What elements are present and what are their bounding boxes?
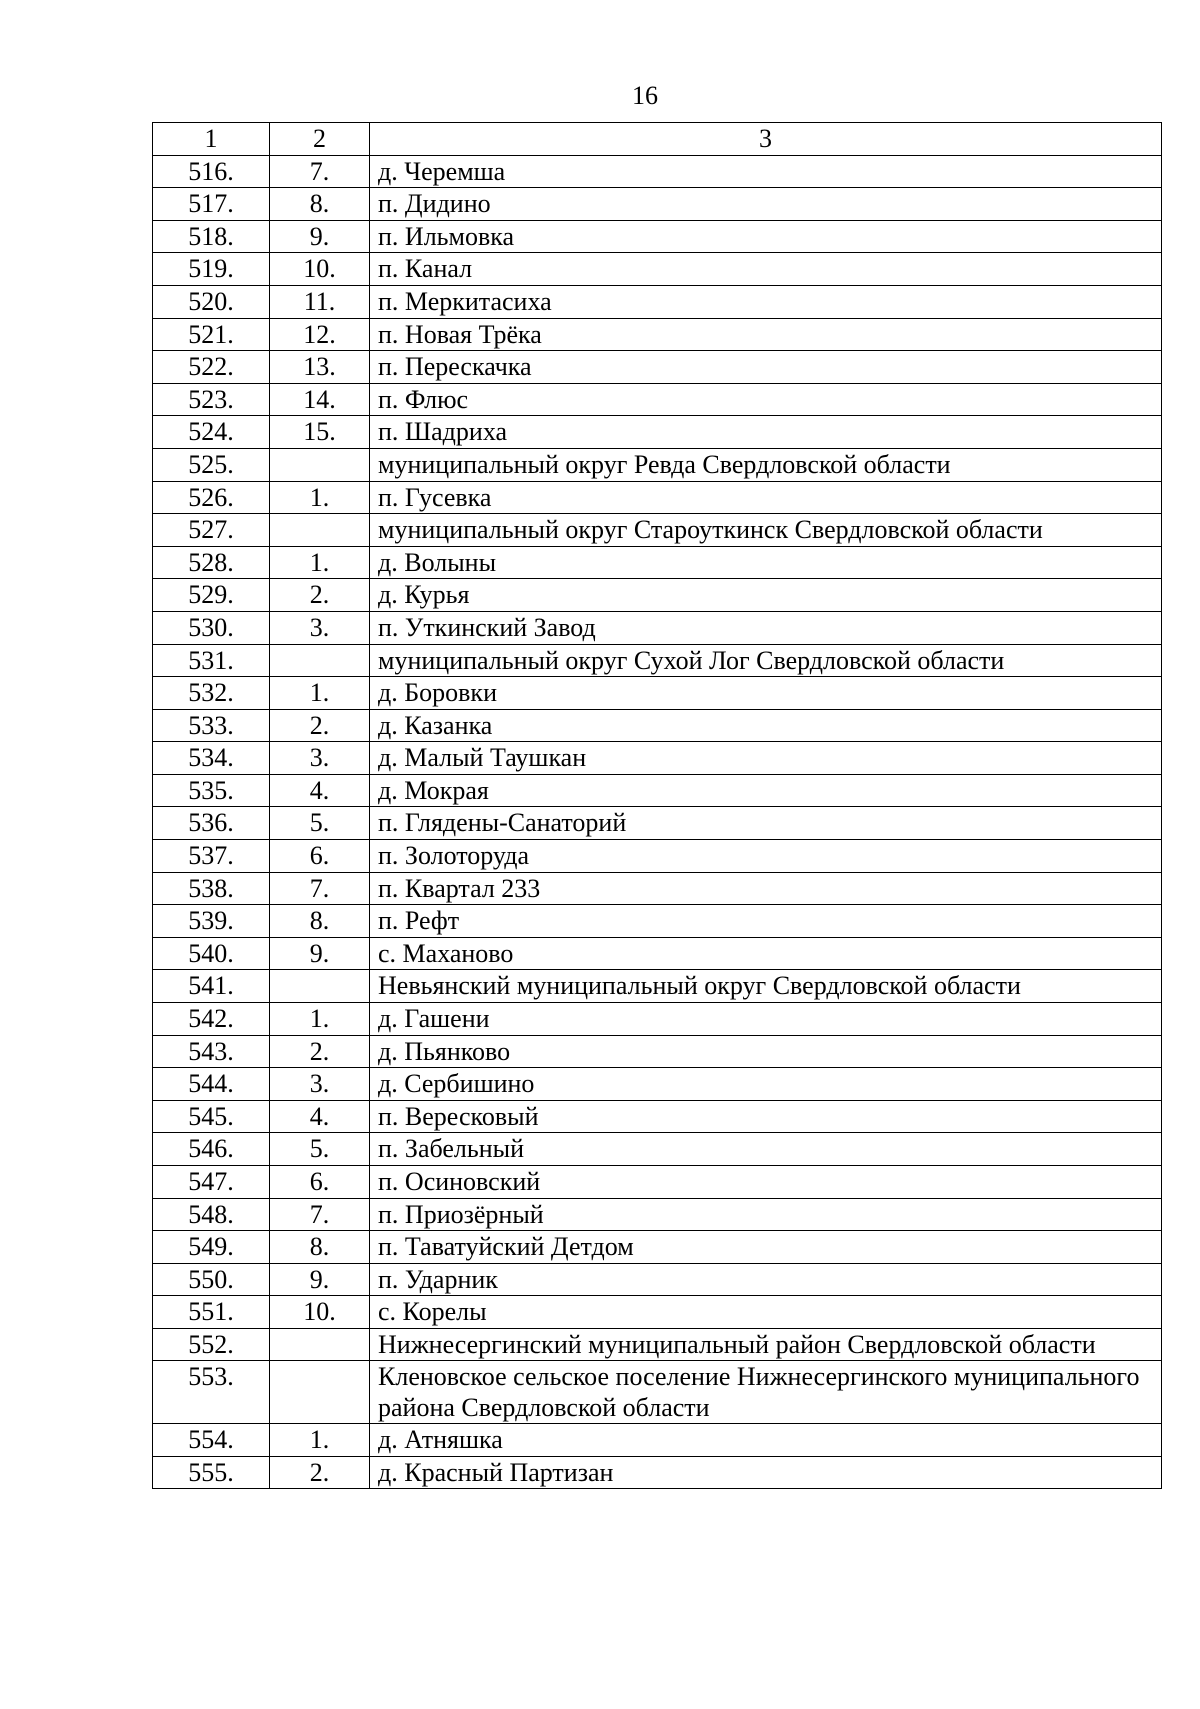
sub-number-cell: 5. [270, 807, 370, 840]
settlement-name-cell: п. Ильмовка [370, 220, 1162, 253]
sub-number-cell: 4. [270, 1100, 370, 1133]
sub-number-cell: 1. [270, 1423, 370, 1456]
settlement-name-cell: п. Меркитасиха [370, 285, 1162, 318]
row-number-cell: 542. [153, 1003, 270, 1036]
row-number-cell: 537. [153, 840, 270, 873]
row-number-cell: 529. [153, 579, 270, 612]
table-row [153, 285, 1162, 318]
sub-number-cell: 12. [270, 318, 370, 351]
table-row [153, 1198, 1162, 1231]
row-number-cell: 548. [153, 1198, 270, 1231]
sub-number-cell: 14. [270, 383, 370, 416]
table-row [153, 383, 1162, 416]
settlement-name-cell: п. Ударник [370, 1263, 1162, 1296]
row-number-cell: 534. [153, 742, 270, 775]
table-row [153, 1068, 1162, 1101]
settlement-name-cell: п. Флюс [370, 383, 1162, 416]
table-row [153, 611, 1162, 644]
sub-number-cell: 6. [270, 1166, 370, 1199]
table-row [153, 1166, 1162, 1199]
settlement-name-cell: п. Осиновский [370, 1166, 1162, 1199]
settlement-name-cell: п. Новая Трёка [370, 318, 1162, 351]
sub-number-cell [270, 644, 370, 677]
row-number-cell: 526. [153, 481, 270, 514]
table-row [153, 416, 1162, 449]
settlement-name-cell: п. Таватуйский Детдом [370, 1231, 1162, 1264]
row-number-cell: 524. [153, 416, 270, 449]
sub-number-cell: 7. [270, 155, 370, 188]
sub-number-cell: 2. [270, 579, 370, 612]
settlement-name-cell: д. Мокрая [370, 774, 1162, 807]
row-number-cell: 525. [153, 448, 270, 481]
settlement-name-cell: п. Уткинский Завод [370, 611, 1162, 644]
table-row [153, 774, 1162, 807]
row-number-cell: 532. [153, 677, 270, 710]
sub-number-cell [270, 1328, 370, 1360]
table-header-row [153, 123, 1162, 156]
table-row [153, 253, 1162, 286]
row-number-cell: 536. [153, 807, 270, 840]
table-row [153, 1296, 1162, 1329]
column-header-3: 3 [370, 123, 1162, 156]
sub-number-cell: 11. [270, 285, 370, 318]
settlement-name-cell: п. Рефт [370, 905, 1162, 938]
table-row [153, 514, 1162, 547]
table-row [153, 579, 1162, 612]
table-row [153, 1133, 1162, 1166]
settlement-name-cell: п. Канал [370, 253, 1162, 286]
settlement-name-cell: д. Казанка [370, 709, 1162, 742]
row-number-cell: 520. [153, 285, 270, 318]
table-row [153, 1263, 1162, 1296]
sub-number-cell: 4. [270, 774, 370, 807]
table-row [153, 937, 1162, 970]
settlement-name-cell: д. Красный Партизан [370, 1456, 1162, 1489]
settlement-name-cell: п. Глядены-Санаторий [370, 807, 1162, 840]
sub-number-cell [270, 448, 370, 481]
table-row [153, 1003, 1162, 1036]
row-number-cell: 518. [153, 220, 270, 253]
settlement-name-cell: муниципальный округ Сухой Лог Свердловской области [370, 644, 1162, 677]
row-number-cell: 535. [153, 774, 270, 807]
settlement-name-cell: муниципальный округ Ревда Свердловской области [370, 448, 1162, 481]
sub-number-cell: 1. [270, 677, 370, 710]
table-row [153, 481, 1162, 514]
table-row [153, 220, 1162, 253]
settlement-name-cell: п. Забельный [370, 1133, 1162, 1166]
sub-number-cell: 9. [270, 220, 370, 253]
row-number-cell: 517. [153, 188, 270, 221]
settlement-name-cell: с. Корелы [370, 1296, 1162, 1329]
row-number-cell: 553. [153, 1360, 270, 1423]
table-row [153, 1100, 1162, 1133]
row-number-cell: 516. [153, 155, 270, 188]
settlement-name-cell: д. Черемша [370, 155, 1162, 188]
settlement-name-cell: Нижнесергинский муниципальный район Свердловской области [370, 1328, 1162, 1360]
sub-number-cell: 1. [270, 546, 370, 579]
settlement-name-cell: п. Приозёрный [370, 1198, 1162, 1231]
row-number-cell: 523. [153, 383, 270, 416]
table-row [153, 872, 1162, 905]
table-row [153, 644, 1162, 677]
table-row [153, 840, 1162, 873]
sub-number-cell: 13. [270, 351, 370, 384]
table-row [153, 448, 1162, 481]
row-number-cell: 527. [153, 514, 270, 547]
row-number-cell: 528. [153, 546, 270, 579]
row-number-cell: 549. [153, 1231, 270, 1264]
table-row [153, 1423, 1162, 1456]
sub-number-cell: 2. [270, 1035, 370, 1068]
sub-number-cell: 8. [270, 188, 370, 221]
row-number-cell: 540. [153, 937, 270, 970]
table-row [153, 351, 1162, 384]
sub-number-cell: 5. [270, 1133, 370, 1166]
row-number-cell: 519. [153, 253, 270, 286]
settlement-name-cell: п. Шадриха [370, 416, 1162, 449]
table-row [153, 807, 1162, 840]
sub-number-cell [270, 970, 370, 1003]
table-row [153, 709, 1162, 742]
row-number-cell: 531. [153, 644, 270, 677]
table-row [153, 1456, 1162, 1489]
row-number-cell: 545. [153, 1100, 270, 1133]
row-number-cell: 521. [153, 318, 270, 351]
row-number-cell: 555. [153, 1456, 270, 1489]
table-row [153, 188, 1162, 221]
settlement-name-cell: д. Атняшка [370, 1423, 1162, 1456]
sub-number-cell: 9. [270, 937, 370, 970]
settlement-name-cell: д. Волыны [370, 546, 1162, 579]
sub-number-cell: 8. [270, 905, 370, 938]
row-number-cell: 544. [153, 1068, 270, 1101]
sub-number-cell: 7. [270, 1198, 370, 1231]
row-number-cell: 533. [153, 709, 270, 742]
sub-number-cell: 6. [270, 840, 370, 873]
sub-number-cell [270, 514, 370, 547]
settlement-name-cell: д. Боровки [370, 677, 1162, 710]
table-row [153, 318, 1162, 351]
row-number-cell: 552. [153, 1328, 270, 1360]
row-number-cell: 551. [153, 1296, 270, 1329]
settlement-name-cell: п. Квартал 233 [370, 872, 1162, 905]
table-row [153, 970, 1162, 1003]
sub-number-cell: 3. [270, 1068, 370, 1101]
settlement-name-cell: Невьянский муниципальный округ Свердловской области [370, 970, 1162, 1003]
settlement-name-cell: д. Сербишино [370, 1068, 1162, 1101]
row-number-cell: 543. [153, 1035, 270, 1068]
table-row [153, 905, 1162, 938]
settlement-name-cell: д. Курья [370, 579, 1162, 612]
sub-number-cell: 9. [270, 1263, 370, 1296]
sub-number-cell: 10. [270, 253, 370, 286]
sub-number-cell: 8. [270, 1231, 370, 1264]
table-row [153, 155, 1162, 188]
sub-number-cell: 2. [270, 1456, 370, 1489]
settlement-name-cell: д. Пьянково [370, 1035, 1162, 1068]
settlement-name-cell: муниципальный округ Староуткинск Свердловской области [370, 514, 1162, 547]
settlement-name-cell: п. Дидино [370, 188, 1162, 221]
table-row [153, 1360, 1162, 1423]
table-row [153, 1328, 1162, 1360]
row-number-cell: 541. [153, 970, 270, 1003]
sub-number-cell [270, 1360, 370, 1423]
settlement-name-cell: п. Перескачка [370, 351, 1162, 384]
table-row [153, 1231, 1162, 1264]
settlement-name-cell: д. Малый Таушкан [370, 742, 1162, 775]
sub-number-cell: 1. [270, 481, 370, 514]
settlement-name-cell: с. Маханово [370, 937, 1162, 970]
sub-number-cell: 3. [270, 742, 370, 775]
table-row [153, 677, 1162, 710]
table-row [153, 742, 1162, 775]
settlement-name-cell: п. Золоторуда [370, 840, 1162, 873]
page-number: 16 [632, 81, 658, 110]
table-row [153, 1035, 1162, 1068]
table-body [153, 123, 1162, 1489]
sub-number-cell: 2. [270, 709, 370, 742]
row-number-cell: 546. [153, 1133, 270, 1166]
settlement-name-cell: п. Гусевка [370, 481, 1162, 514]
sub-number-cell: 3. [270, 611, 370, 644]
row-number-cell: 530. [153, 611, 270, 644]
settlements-table [152, 122, 1162, 1489]
sub-number-cell: 7. [270, 872, 370, 905]
settlement-name-cell: п. Вересковый [370, 1100, 1162, 1133]
column-header-2: 2 [270, 123, 370, 156]
column-header-1: 1 [153, 123, 270, 156]
sub-number-cell: 1. [270, 1003, 370, 1036]
row-number-cell: 538. [153, 872, 270, 905]
row-number-cell: 547. [153, 1166, 270, 1199]
settlement-name-cell: Кленовское сельское поселение Нижнесергинского муниципального района Свердловской области [370, 1360, 1162, 1423]
sub-number-cell: 10. [270, 1296, 370, 1329]
table-row [153, 546, 1162, 579]
settlement-name-cell: д. Гашени [370, 1003, 1162, 1036]
sub-number-cell: 15. [270, 416, 370, 449]
row-number-cell: 522. [153, 351, 270, 384]
row-number-cell: 550. [153, 1263, 270, 1296]
row-number-cell: 539. [153, 905, 270, 938]
row-number-cell: 554. [153, 1423, 270, 1456]
